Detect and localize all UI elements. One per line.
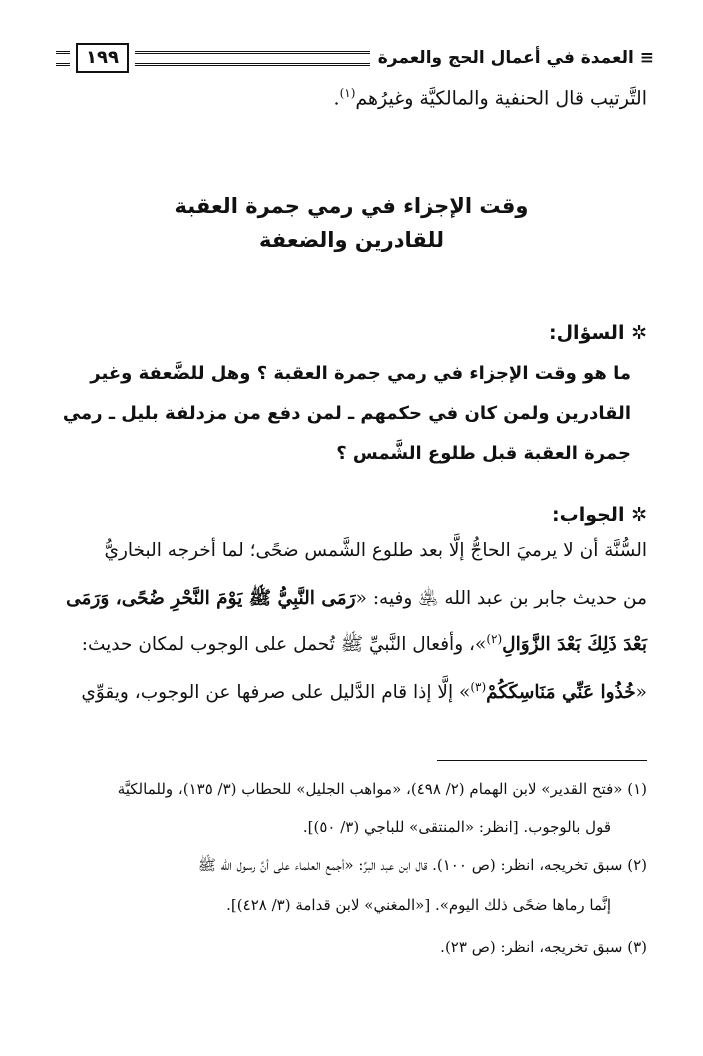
running-title: ≡ العمدة في أعمال الحج والعمرة bbox=[377, 48, 654, 68]
hadith-text-1: رَمَى النَّبِيُّ ﷺ يَوْمَ النَّحْرِ ضُحًى، وَرَمَى bbox=[66, 588, 356, 609]
answer-line-4 bbox=[50, 680, 647, 703]
answer-line-1: السُّنَّة أن لا يرميَ الحاجُّ إلَّا بعد طلوع الشَّمس ضحًى؛ لما أخرجه البخاريُّ bbox=[104, 540, 647, 561]
footnote-separator bbox=[437, 760, 647, 761]
section-title-line-1: وقت الإجزاء في رمي جمرة العقبة bbox=[174, 194, 529, 218]
answer-line-3 bbox=[50, 632, 647, 660]
intro-text: التَّرتيب قال الحنفية والمالكيَّة وغيرُهم bbox=[355, 87, 647, 110]
question-line-1: ما هو وقت الإجزاء في رمي جمرة العقبة ؟ وهل للضَّعفة وغير bbox=[90, 363, 631, 384]
answer-line-2 bbox=[50, 588, 647, 614]
header-end-bars bbox=[56, 51, 70, 66]
footnote-ref-2[interactable]: (٢) bbox=[486, 632, 503, 646]
hadith-text-1-end: بَعْدَ ذَلِكَ بَعْدَ الزَّوَالِ bbox=[502, 634, 647, 656]
footnote-2-line-1: سبق تخريجه، انظر: (ص ١٠٠). قال ابن عبد البرِّ: «أجمع العلماء على أنَّ رسول الله ﷺ bbox=[197, 856, 623, 874]
answer-line-3-text: »، وأفعال النَّبيِّ ﷺ تُحمل على الوجوب لمكان حديث: bbox=[81, 634, 487, 656]
page-number: ١٩٩ bbox=[76, 43, 129, 73]
hadith-text-2: خُذُوا عَنِّي مَنَاسِكَكُمْ bbox=[486, 682, 636, 704]
header-rule bbox=[135, 51, 370, 66]
footnote-1-line-2: قول بالوجوب. [انظر: «المنتقى» للباجي (٣/ ٥٠)]. bbox=[302, 818, 611, 836]
intro-line bbox=[56, 86, 647, 109]
footnote-1-number: (١) bbox=[627, 780, 647, 798]
footnote-2-number: (٢) bbox=[627, 856, 647, 874]
footnote-3-line-1: سبق تخريجه، انظر: (ص ٢٣). bbox=[440, 938, 623, 956]
answer-label: ✲ الجواب: bbox=[552, 504, 647, 526]
section-title-line-2: للقادرين والضعفة bbox=[259, 228, 444, 252]
page-header bbox=[56, 40, 654, 76]
footnote-2 bbox=[56, 856, 647, 878]
quote-open: « bbox=[635, 682, 647, 704]
answer-line-2-text: من حديث جابر بن عبد الله ﵁ وفيه: « bbox=[355, 588, 647, 609]
intro-end: . bbox=[333, 87, 340, 110]
question-label: ✲ السؤال: bbox=[548, 322, 647, 344]
footnote-3-number: (٣) bbox=[627, 938, 647, 956]
footnote-ref-3[interactable]: (٣) bbox=[470, 680, 487, 694]
footnote-1-line-1: «فتح القدير» لابن الهمام (٢/ ٤٩٨)، «مواهب الجليل» للحطاب (٣/ ١٣٥)، وللمالكيَّة bbox=[117, 780, 623, 798]
footnote-2-line-2: إنَّما رماها ضحًى ذلك اليوم». [«المغني» لابن قدامة (٣/ ٤٢٨)]. bbox=[226, 896, 611, 914]
answer-line-4-text: » إلَّا إذا قام الدَّليل على صرفها عن الوجوب، ويقوِّي bbox=[81, 682, 471, 704]
footnote-ref-1[interactable]: (١) bbox=[339, 86, 356, 100]
question-line-2: القادرين ولمن كان في حكمهم ـ لمن دفع من مزدلفة بليل ـ رمي bbox=[62, 403, 631, 424]
question-line-3: جمرة العقبة قبل طلوع الشَّمس ؟ bbox=[336, 443, 631, 464]
footnote-1 bbox=[56, 780, 647, 798]
footnote-3 bbox=[56, 938, 647, 956]
